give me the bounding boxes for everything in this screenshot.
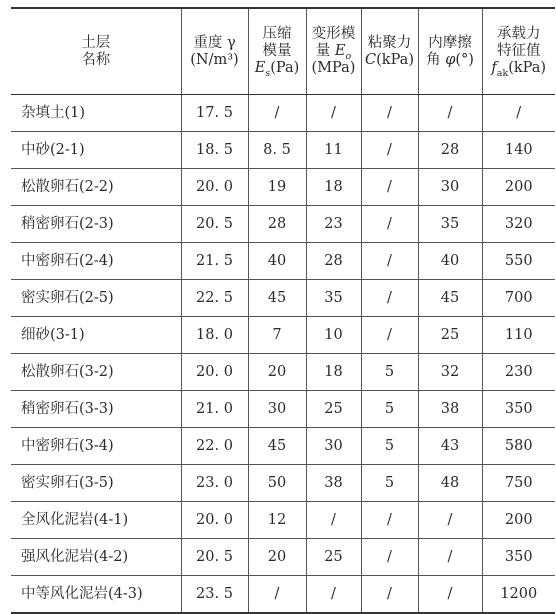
header-cohesion (361, 8, 418, 95)
table-row (11, 317, 555, 354)
compression-modulus-cell: 30 (248, 391, 306, 428)
table-row (11, 502, 555, 539)
deformation-modulus-cell: 28 (306, 243, 361, 280)
header-text: 量 (315, 43, 331, 59)
table-header (11, 8, 555, 95)
soil-layer-name-cell: 中砂(2-1) (11, 132, 181, 169)
compression-modulus-cell: 20 (248, 354, 306, 391)
deformation-modulus-cell: 30 (306, 428, 361, 465)
cohesion-cell: 5 (361, 465, 418, 502)
header-soil-layer-name (11, 8, 181, 95)
header-line: 土层 (81, 34, 111, 51)
soil-layer-name-cell: 中密卵石(2-4) (11, 243, 181, 280)
compression-modulus-cell: 12 (248, 502, 306, 539)
header-symbol: C (365, 51, 377, 68)
deformation-modulus-cell: 25 (306, 391, 361, 428)
unit-weight-cell: 21. 5 (181, 243, 248, 280)
friction-angle-cell: 35 (418, 206, 482, 243)
soil-layer-name-cell: 杂填土(1) (11, 95, 181, 132)
deformation-modulus-cell: / (306, 502, 361, 539)
header-bearing-capacity (482, 8, 555, 95)
deformation-modulus-cell: 38 (306, 465, 361, 502)
deformation-modulus-cell: 25 (306, 539, 361, 576)
unit-weight-cell: 23. 0 (181, 465, 248, 502)
soil-layer-name-cell: 中等风化泥岩(4-3) (11, 576, 181, 614)
bearing-capacity-cell: 350 (482, 391, 555, 428)
header-symbol: f (491, 60, 497, 76)
soil-layer-name-cell: 密实卵石(2-5) (11, 280, 181, 317)
header-line (249, 60, 306, 77)
table-row (11, 206, 555, 243)
friction-angle-cell: / (418, 502, 482, 539)
header-line: 粘聚力 (367, 34, 412, 51)
unit-weight-cell: 22. 5 (181, 280, 248, 317)
soil-layer-name-cell: 全风化泥岩(4-1) (11, 502, 181, 539)
header-subscript: o (345, 50, 352, 62)
table-body (11, 95, 555, 614)
cohesion-cell: / (361, 576, 418, 614)
header-unit: (kPa) (376, 51, 414, 68)
cohesion-cell: / (361, 317, 418, 354)
header-line: 承载力 (497, 26, 541, 42)
friction-angle-cell: 43 (418, 428, 482, 465)
compression-modulus-cell: 45 (248, 280, 306, 317)
cohesion-cell: / (361, 132, 418, 169)
header-line: 压缩 (262, 26, 292, 42)
header-friction-angle (418, 8, 482, 95)
table-row (11, 169, 555, 206)
compression-modulus-cell: 7 (248, 317, 306, 354)
friction-angle-cell: 28 (418, 132, 482, 169)
unit-weight-cell: 20. 0 (181, 169, 248, 206)
soil-layer-name-cell: 稍密卵石(3-3) (11, 391, 181, 428)
cohesion-cell: / (361, 280, 418, 317)
bearing-capacity-cell: 200 (482, 502, 555, 539)
header-line: 名称 (81, 51, 111, 68)
cohesion-cell: 5 (361, 428, 418, 465)
compression-modulus-cell: 45 (248, 428, 306, 465)
table-row (11, 428, 555, 465)
header-line: (N/m³) (190, 51, 239, 68)
header-line (483, 60, 556, 77)
table-row (11, 465, 555, 502)
bearing-capacity-cell: 550 (482, 243, 555, 280)
unit-weight-cell: 21. 0 (181, 391, 248, 428)
header-deformation-modulus (306, 8, 361, 95)
bearing-capacity-cell: / (482, 95, 555, 132)
bearing-capacity-cell: 350 (482, 539, 555, 576)
bearing-capacity-cell: 750 (482, 465, 555, 502)
table-row (11, 354, 555, 391)
bearing-capacity-cell: 700 (482, 280, 555, 317)
soil-layer-name-cell: 松散卵石(2-2) (11, 169, 181, 206)
compression-modulus-cell: 50 (248, 465, 306, 502)
compression-modulus-cell: 19 (248, 169, 306, 206)
unit-weight-cell: 18. 5 (181, 132, 248, 169)
soil-layer-name-cell: 松散卵石(3-2) (11, 354, 181, 391)
header-line (362, 52, 418, 69)
bearing-capacity-cell: 110 (482, 317, 555, 354)
compression-modulus-cell: 8. 5 (248, 132, 306, 169)
deformation-modulus-cell: 18 (306, 169, 361, 206)
header-unit: (Pa) (270, 60, 300, 76)
cohesion-cell: 5 (361, 354, 418, 391)
bearing-capacity-cell: 1200 (482, 576, 555, 614)
bearing-capacity-cell: 140 (482, 132, 555, 169)
header-line: 变形模 (311, 26, 356, 42)
friction-angle-cell: 25 (418, 317, 482, 354)
header-symbol: φ (445, 51, 456, 68)
bearing-capacity-cell: 230 (482, 354, 555, 391)
cohesion-cell: / (361, 243, 418, 280)
unit-weight-cell: 18. 0 (181, 317, 248, 354)
compression-modulus-cell: 20 (248, 539, 306, 576)
deformation-modulus-cell: 18 (306, 354, 361, 391)
unit-weight-cell: 20. 0 (181, 354, 248, 391)
bearing-capacity-cell: 320 (482, 206, 555, 243)
header-line: 重度 γ (193, 34, 236, 51)
deformation-modulus-cell: 10 (306, 317, 361, 354)
bearing-capacity-cell: 580 (482, 428, 555, 465)
table-row (11, 243, 555, 280)
header-line: 模量 (262, 43, 292, 59)
friction-angle-cell: / (418, 95, 482, 132)
header-subscript: ak (496, 67, 509, 79)
cohesion-cell: / (361, 95, 418, 132)
soil-layer-name-cell: 中密卵石(3-4) (11, 428, 181, 465)
header-unit: (MPa) (311, 60, 356, 76)
soil-layer-name-cell: 细砂(3-1) (11, 317, 181, 354)
header-unit-weight (181, 8, 248, 95)
compression-modulus-cell: / (248, 576, 306, 614)
header-symbol: E (254, 60, 266, 76)
cohesion-cell: / (361, 539, 418, 576)
friction-angle-cell: 38 (418, 391, 482, 428)
unit-weight-cell: 20. 0 (181, 502, 248, 539)
table-row (11, 280, 555, 317)
compression-modulus-cell: 40 (248, 243, 306, 280)
soil-layer-name-cell: 强风化泥岩(4-2) (11, 539, 181, 576)
table-row (11, 576, 555, 614)
header-symbol: E (334, 43, 346, 59)
deformation-modulus-cell: 23 (306, 206, 361, 243)
soil-parameter-table (11, 7, 555, 614)
header-text: 角 (426, 51, 441, 68)
unit-weight-cell: 23. 5 (181, 576, 248, 614)
table-row (11, 391, 555, 428)
cohesion-cell: 5 (361, 391, 418, 428)
deformation-modulus-cell: / (306, 576, 361, 614)
unit-weight-cell: 22. 0 (181, 428, 248, 465)
friction-angle-cell: / (418, 539, 482, 576)
cohesion-cell: / (361, 169, 418, 206)
table-row (11, 539, 555, 576)
deformation-modulus-cell: / (306, 95, 361, 132)
table-row (11, 132, 555, 169)
table-row (11, 95, 555, 132)
header-unit: (kPa) (508, 60, 547, 76)
friction-angle-cell: / (418, 576, 482, 614)
friction-angle-cell: 32 (418, 354, 482, 391)
deformation-modulus-cell: 11 (306, 132, 361, 169)
soil-parameter-table-container (11, 7, 555, 614)
bearing-capacity-cell: 200 (482, 169, 555, 206)
header-line (419, 52, 482, 69)
friction-angle-cell: 30 (418, 169, 482, 206)
header-unit: (°) (455, 51, 474, 68)
cohesion-cell: / (361, 206, 418, 243)
friction-angle-cell: 40 (418, 243, 482, 280)
cohesion-cell: / (361, 502, 418, 539)
unit-weight-cell: 20. 5 (181, 206, 248, 243)
unit-weight-cell: 17. 5 (181, 95, 248, 132)
compression-modulus-cell: / (248, 95, 306, 132)
header-compression-modulus (248, 8, 306, 95)
friction-angle-cell: 45 (418, 280, 482, 317)
header-line: 特征值 (497, 43, 541, 59)
header-line (307, 43, 361, 60)
unit-weight-cell: 20. 5 (181, 539, 248, 576)
soil-layer-name-cell: 密实卵石(3-5) (11, 465, 181, 502)
deformation-modulus-cell: 35 (306, 280, 361, 317)
friction-angle-cell: 48 (418, 465, 482, 502)
header-line: 内摩擦 (428, 34, 472, 51)
header-row (11, 8, 555, 95)
compression-modulus-cell: 28 (248, 206, 306, 243)
soil-layer-name-cell: 稍密卵石(2-3) (11, 206, 181, 243)
header-subscript: s (265, 67, 271, 79)
